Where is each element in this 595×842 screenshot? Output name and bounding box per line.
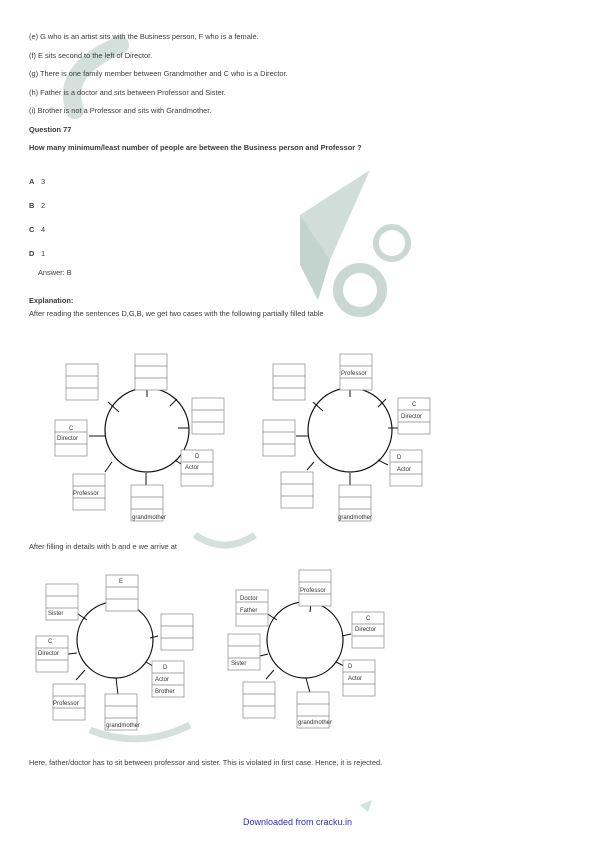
- d1-actor-letter: D: [195, 454, 200, 460]
- question-text: How many minimum/least number of people are between the Business person and Professor ?: [29, 143, 362, 152]
- d3-sister: Sister: [48, 611, 64, 617]
- condition-f: (f) E sits second to the left of Director.: [29, 51, 153, 60]
- option-c[interactable]: C 4: [29, 225, 46, 234]
- d4-grandmother: grandmother: [298, 720, 333, 726]
- d1-director-letter: C: [69, 426, 74, 432]
- d3-brother: Brother: [155, 689, 175, 695]
- footer-download-link[interactable]: Downloaded from cracku.in: [242, 817, 353, 827]
- d2-actor: Actor: [397, 467, 412, 473]
- d3-actor-letter: D: [163, 665, 168, 671]
- d4-professor: Professor: [300, 588, 326, 594]
- d2-actor-letter: D: [397, 455, 402, 461]
- explanation-middle: After filling in details with b and e we arrive at: [29, 542, 177, 551]
- d3-grandmother: grandmother: [106, 723, 141, 729]
- answer-label: Answer: B: [38, 268, 72, 277]
- d4-doctor: Doctor: [240, 596, 258, 602]
- d1-director: Director: [57, 436, 79, 442]
- d4-actor-letter: D: [348, 664, 353, 670]
- d4-director: Director: [355, 627, 377, 633]
- d4-father: Father: [240, 608, 258, 614]
- d1-grandmother: grandmother: [132, 515, 167, 521]
- d4-director-letter: C: [366, 616, 371, 622]
- option-b[interactable]: B 2: [29, 201, 46, 210]
- question-number: Question 77: [29, 125, 72, 134]
- explanation-heading: Explanation:: [29, 296, 74, 305]
- d1-actor: Actor: [185, 465, 200, 471]
- d3-director-letter: C: [48, 639, 53, 645]
- d1-professor: Professor: [73, 491, 99, 497]
- explanation-conclusion: Here, father/doctor has to sit between professor and sister. This is violated in first case. Hence, it is rejected.: [29, 758, 383, 767]
- d2-professor: Professor: [341, 371, 367, 377]
- condition-i: (i) Brother is not a Professor and sits with Grandmother.: [29, 106, 212, 115]
- condition-g: (g) There is one family member between Grandmother and C who is a Director.: [29, 69, 288, 78]
- d4-actor: Actor: [348, 676, 363, 682]
- d2-director-letter: C: [412, 402, 417, 408]
- option-a[interactable]: A 3: [29, 177, 46, 186]
- option-d[interactable]: D 1: [29, 249, 46, 258]
- condition-h: (h) Father is a doctor and sits between Professor and Sister.: [29, 88, 226, 97]
- d3-e-letter: E: [119, 579, 124, 585]
- d4-sister: Sister: [231, 661, 247, 667]
- d2-director: Director: [401, 414, 423, 420]
- condition-e: (e) G who is an artist sits with the Business person, F who is a female.: [29, 32, 259, 41]
- explanation-intro: After reading the sentences D,G,B, we get two cases with the following partially filled table: [29, 309, 324, 318]
- d3-director: Director: [38, 651, 60, 657]
- d2-grandmother: grandmother: [338, 515, 373, 521]
- d3-actor: Actor: [155, 677, 170, 683]
- d3-professor: Professor: [53, 701, 79, 707]
